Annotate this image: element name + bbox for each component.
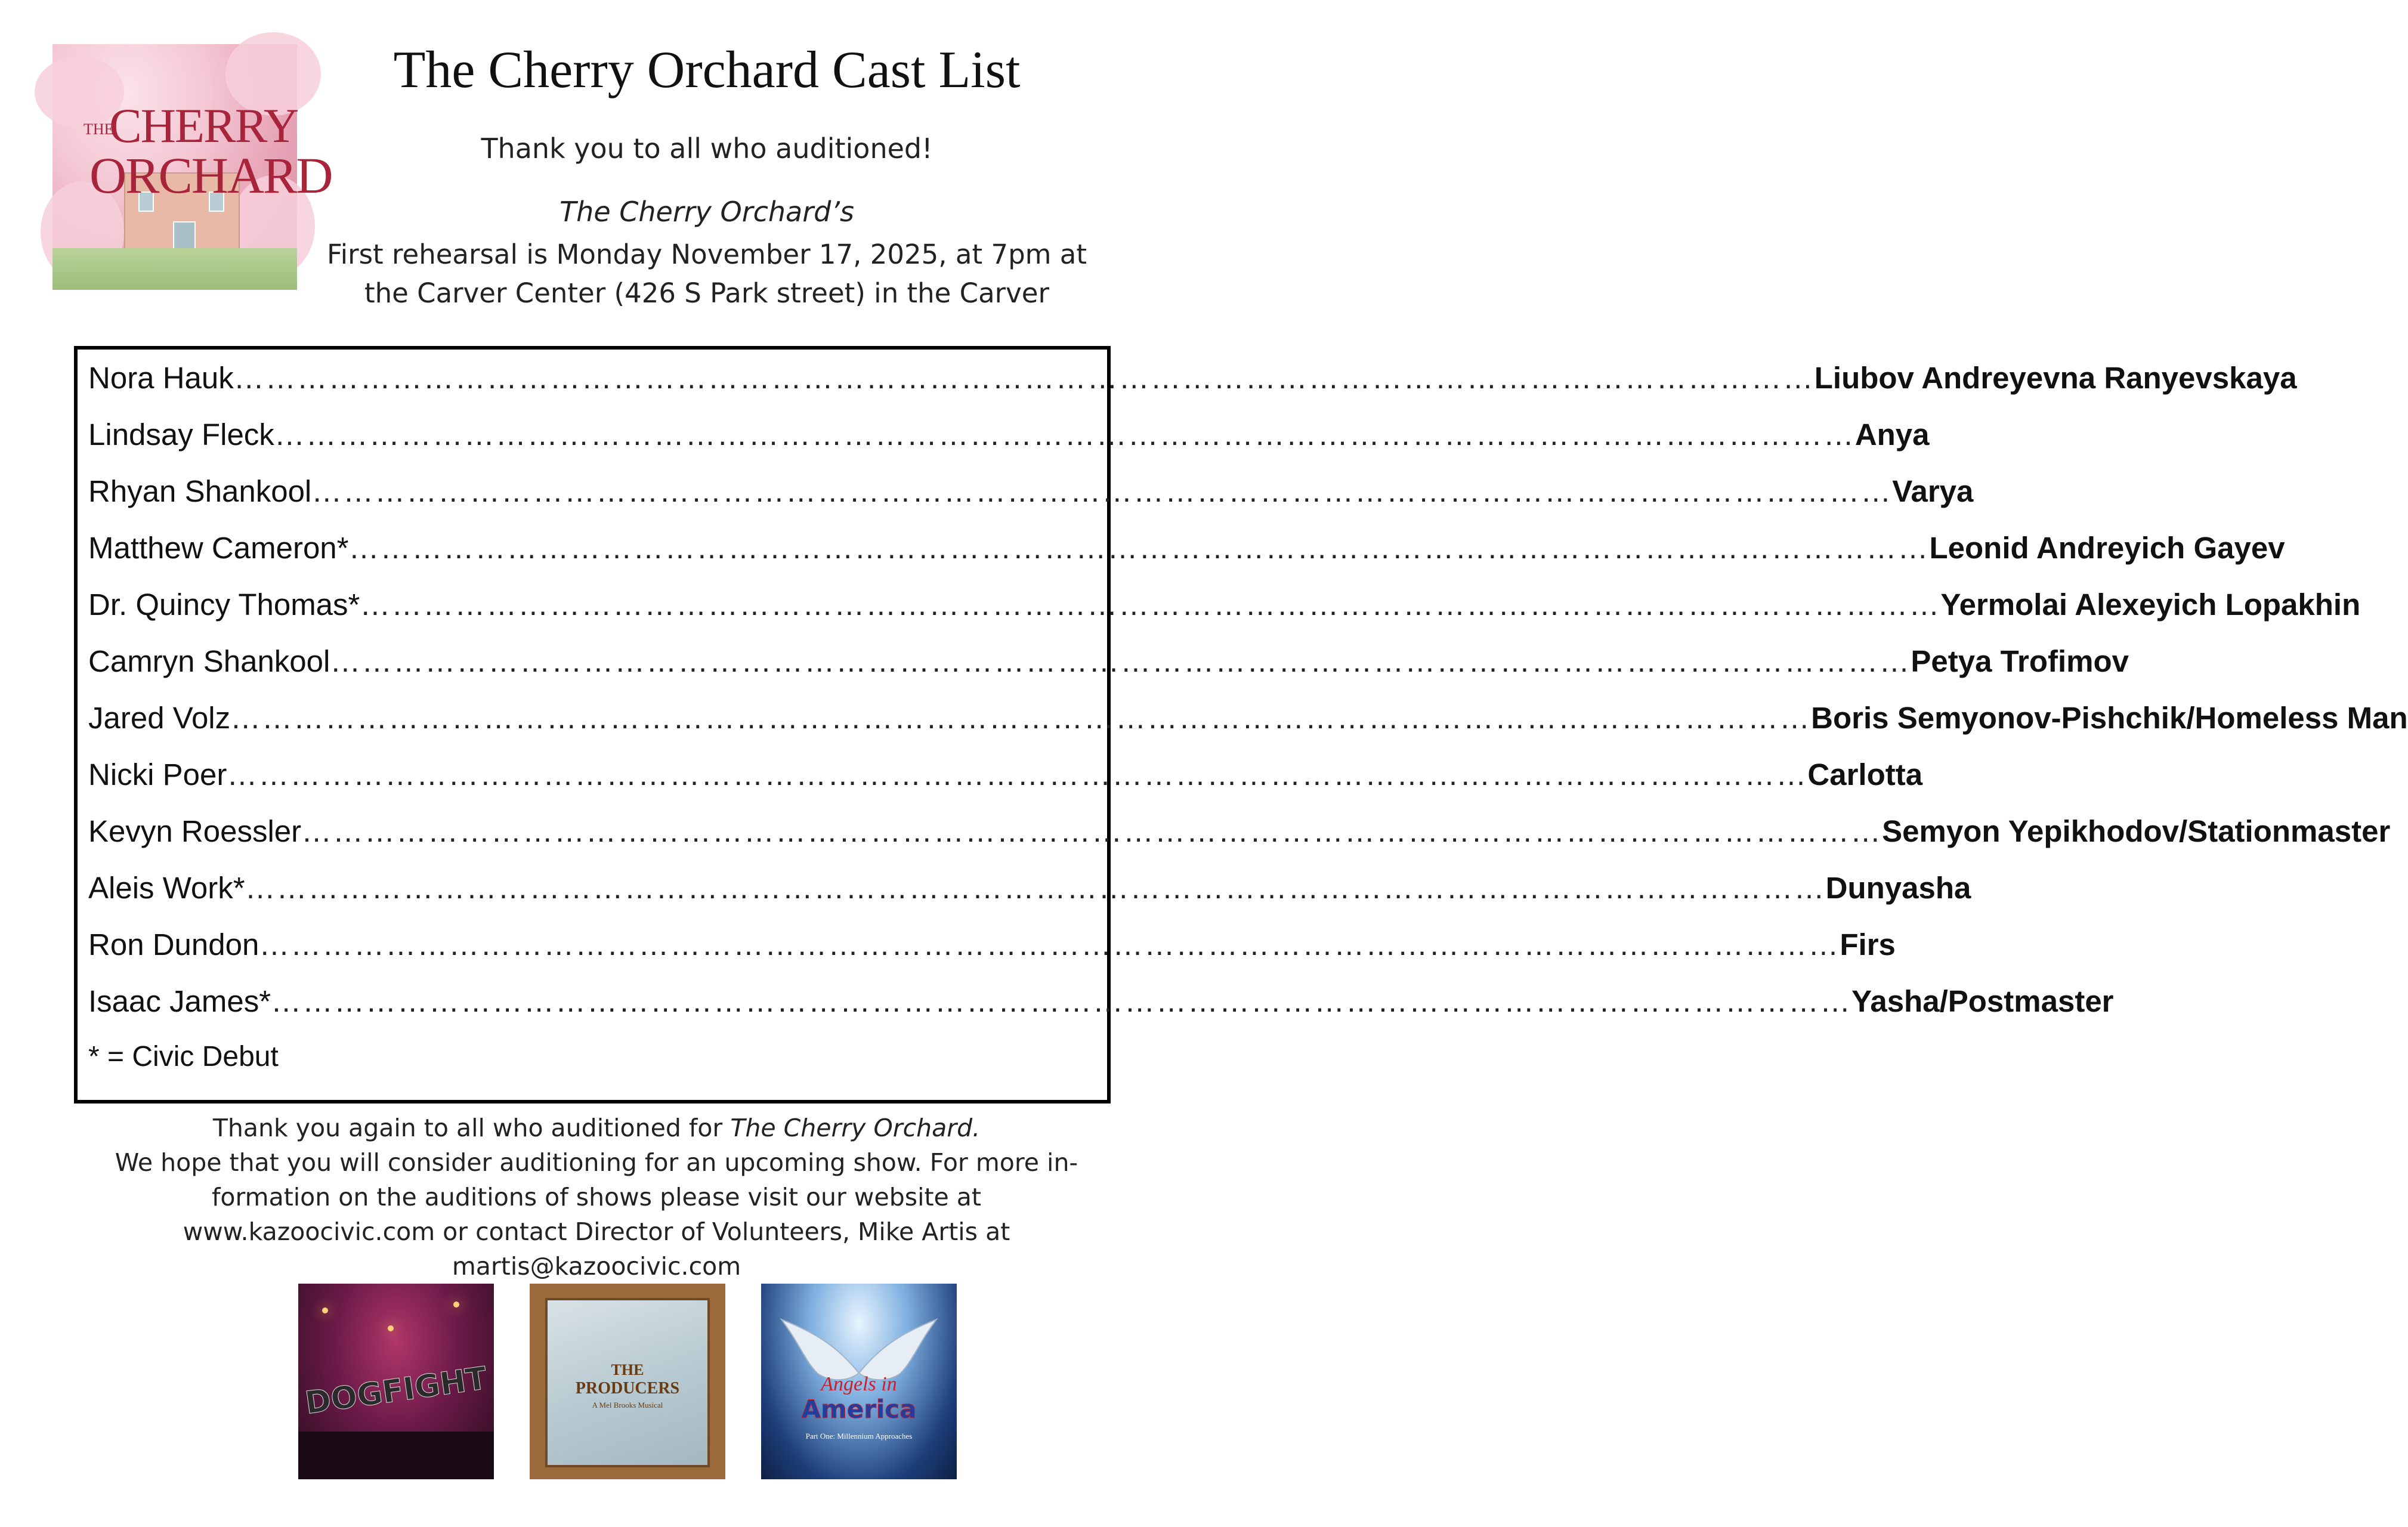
dogfight-poster bbox=[298, 1284, 494, 1479]
bar-floor bbox=[298, 1432, 494, 1479]
play-name: The Cherry Orchard’s bbox=[560, 196, 854, 228]
leader-dots bbox=[245, 870, 1826, 905]
actor-name: Nora Hauk bbox=[88, 361, 234, 395]
role-name: Dunyasha bbox=[1825, 871, 1971, 905]
bulb-icon bbox=[453, 1302, 459, 1307]
rehearsal-line-1: First rehearsal is Monday November 17, 2025, at 7pm at bbox=[327, 239, 1087, 270]
leader-dots bbox=[227, 757, 1807, 792]
cast-row bbox=[88, 927, 1896, 969]
producers-title: PRODUCERS bbox=[575, 1379, 680, 1398]
page-title: The Cherry Orchard Cast List bbox=[393, 41, 1021, 99]
dogfight-title: DOGFIGHT bbox=[303, 1360, 489, 1422]
cast-row bbox=[88, 757, 1923, 799]
producers-the: THE bbox=[611, 1361, 644, 1378]
role-name: Carlotta bbox=[1807, 758, 1923, 792]
bulb-icon bbox=[322, 1307, 328, 1313]
closing-line-4: www.kazoocivic.com or contact Director of Volunteers, Mike Artis at bbox=[183, 1217, 1010, 1246]
leader-dots bbox=[360, 587, 1940, 622]
leader-dots bbox=[234, 360, 1814, 395]
lawn bbox=[52, 248, 297, 290]
closing-play-title: The Cherry Orchard. bbox=[730, 1114, 981, 1142]
leader-dots bbox=[259, 927, 1840, 962]
actor-name: Camryn Shankool bbox=[88, 644, 330, 678]
closing-line-1 bbox=[89, 1111, 1103, 1145]
cast-list-box bbox=[74, 346, 2408, 1103]
angels-in-america-poster bbox=[761, 1284, 957, 1479]
actor-name: Kevyn Roessler bbox=[88, 814, 302, 848]
angels-title-line-2: America bbox=[801, 1395, 917, 1424]
leader-dots bbox=[349, 530, 1930, 565]
cast-row bbox=[88, 870, 1971, 912]
role-name: Leonid Andreyich Gayev bbox=[1929, 531, 2285, 565]
cast-row bbox=[88, 417, 1930, 459]
actor-name: Dr. Quincy Thomas* bbox=[88, 588, 360, 622]
cast-row bbox=[88, 587, 2361, 629]
actor-name: Isaac James* bbox=[88, 984, 271, 1018]
role-name: Varya bbox=[1892, 474, 1974, 508]
logo-word-orchard: ORCHARD bbox=[89, 147, 332, 204]
closing-line-2: We hope that you will consider auditioning for an upcoming show. For more in- bbox=[115, 1148, 1078, 1177]
cast-row bbox=[88, 644, 2129, 685]
actor-name: Nicki Poer bbox=[88, 758, 227, 792]
actor-name: Ron Dundon bbox=[88, 928, 259, 962]
thanks-line: Thank you to all who auditioned! bbox=[481, 132, 933, 165]
logo-word-cherry: CHERRY bbox=[109, 98, 298, 153]
leader-dots bbox=[274, 417, 1855, 452]
actor-name: Matthew Cameron* bbox=[88, 531, 349, 565]
actor-name: Lindsay Fleck bbox=[88, 418, 274, 452]
actor-name: Jared Volz bbox=[88, 701, 231, 735]
cast-row bbox=[88, 360, 2297, 402]
role-name: Petya Trofimov bbox=[1911, 644, 2129, 678]
role-name: Yasha/Postmaster bbox=[1851, 984, 2114, 1018]
role-name: Anya bbox=[1854, 418, 1930, 452]
civic-debut-footnote: * = Civic Debut bbox=[88, 1041, 279, 1072]
actor-name: Aleis Work* bbox=[88, 871, 245, 905]
bulb-icon bbox=[388, 1325, 394, 1331]
cast-row bbox=[88, 700, 2408, 742]
leader-dots bbox=[230, 700, 1811, 735]
role-name: Liubov Andreyevna Ranyevskaya bbox=[1814, 361, 2297, 395]
angels-subtitle: Part One: Millennium Approaches bbox=[805, 1432, 913, 1441]
role-name: Boris Semyonov-Pishchik/Homeless Man bbox=[1811, 701, 2408, 735]
cast-row bbox=[88, 814, 2391, 855]
producers-subtitle: A Mel Brooks Musical bbox=[592, 1401, 663, 1409]
closing-line-5: martis@kazoocivic.com bbox=[452, 1252, 741, 1281]
role-name: Firs bbox=[1840, 928, 1896, 962]
cast-row bbox=[88, 984, 2114, 1025]
cast-row bbox=[88, 474, 1974, 515]
angels-title-line-1: Angels in bbox=[821, 1373, 897, 1395]
leader-dots bbox=[311, 474, 1892, 509]
logo-word-the: THE bbox=[84, 120, 114, 138]
leader-dots bbox=[330, 644, 1911, 679]
role-name: Yermolai Alexeyich Lopakhin bbox=[1940, 588, 2361, 622]
role-name: Semyon Yepikhodov/Stationmaster bbox=[1882, 814, 2391, 848]
producers-poster bbox=[530, 1284, 725, 1479]
rehearsal-line-2: the Carver Center (426 S Park street) in the Carver bbox=[364, 277, 1049, 309]
leader-dots bbox=[271, 984, 1851, 1019]
closing-prefix: Thank you again to all who auditioned for bbox=[212, 1114, 731, 1142]
cherry-orchard-logo bbox=[52, 44, 332, 290]
actor-name: Rhyan Shankool bbox=[88, 474, 312, 508]
cast-row bbox=[88, 530, 2285, 572]
closing-line-3: formation on the auditions of shows please visit our website at bbox=[212, 1183, 981, 1211]
leader-dots bbox=[301, 814, 1882, 849]
